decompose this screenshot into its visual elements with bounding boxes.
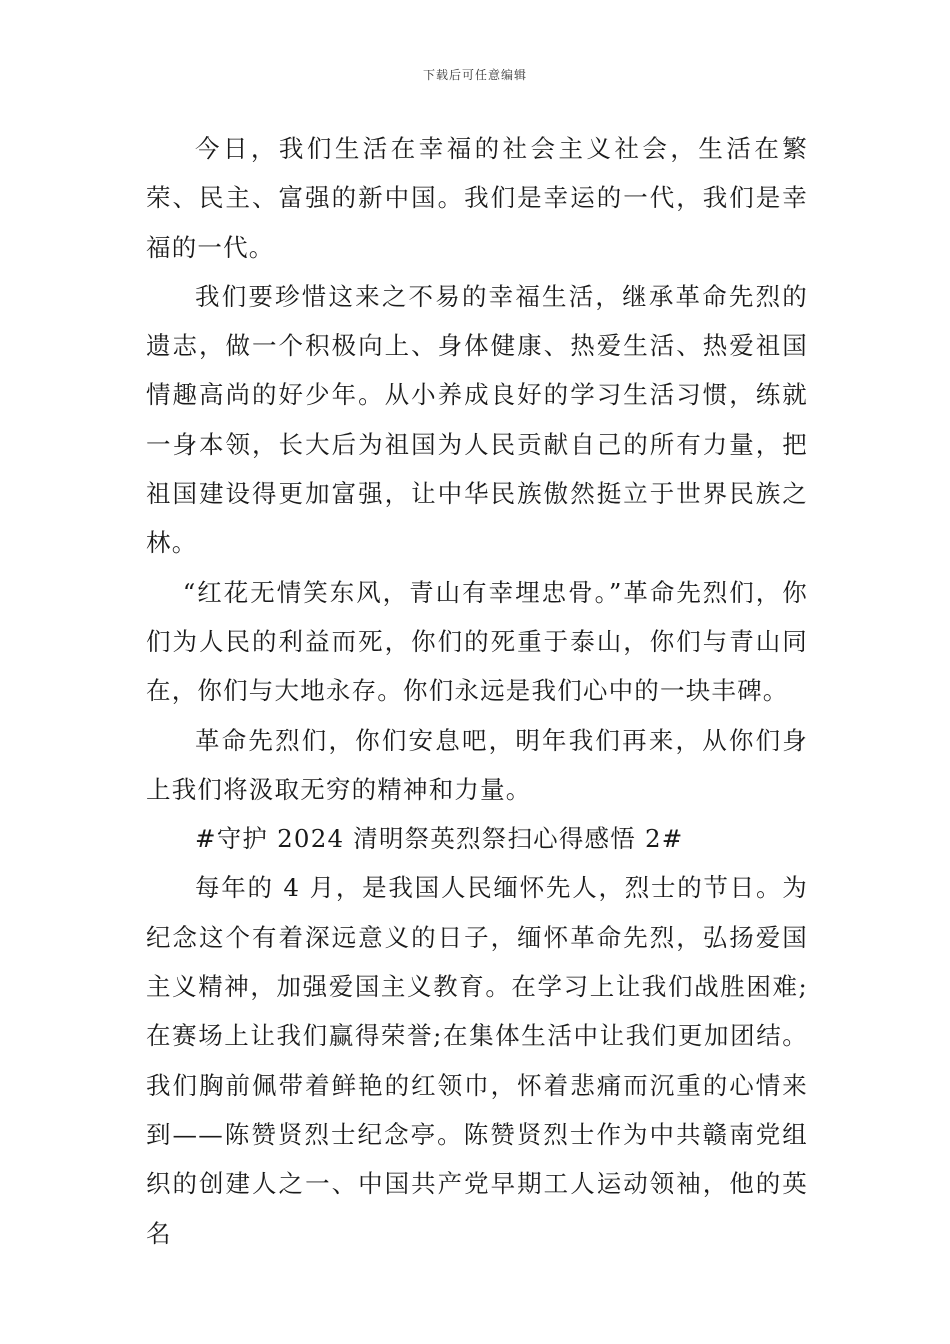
document-body	[146, 124, 808, 1258]
paragraph-3: “红花无情笑东风，青山有幸埋忠骨。”革命先烈们，你们为人民的利益而死，你们的死重于泰山，你们与青山同在，你们与大地永存。你们永远是我们心中的一块丰碑。	[146, 577, 808, 706]
section-heading: #守护 2024 清明祭英烈祭扫心得感悟 2#	[195, 824, 684, 854]
paragraph-2: 我们要珍惜这来之不易的幸福生活，继承革命先烈的遗志，做一个积极向上、身体健康、热爱生活、热爱祖国情趣高尚的好少年。从小养成良好的学习生活习惯，练就一身本领，长大后为祖国为人民贡献自己的所有力量，把祖国建设得更加富强，让中华民族傲然挺立于世界民族之林。	[146, 281, 808, 558]
paragraph-4: 革命先烈们，你们安息吧，明年我们再来，从你们身上我们将汲取无穷的精神和力量。	[146, 725, 808, 804]
paragraph-5: 每年的 4 月，是我国人民缅怀先人，烈士的节日。为纪念这个有着深远意义的日子，缅怀革命先烈，弘扬爱国主义精神，加强爱国主义教育。在学习上让我们战胜困难;在赛场上让我们赢得荣誉;在集体生活中让我们更加团结。我们胸前佩带着鲜艳的红领巾，怀着悲痛而沉重的心情来到——陈赞贤烈士纪念亭。陈赞贤烈士作为中共赣南党组织的创建人之一、中国共产党早期工人运动领袖，他的英名	[146, 873, 808, 1248]
paragraph-1: 今日，我们生活在幸福的社会主义社会，生活在繁荣、民主、富强的新中国。我们是幸运的一代，我们是幸福的一代。	[146, 134, 808, 262]
header-note: 下载后可任意编辑	[422, 68, 527, 82]
